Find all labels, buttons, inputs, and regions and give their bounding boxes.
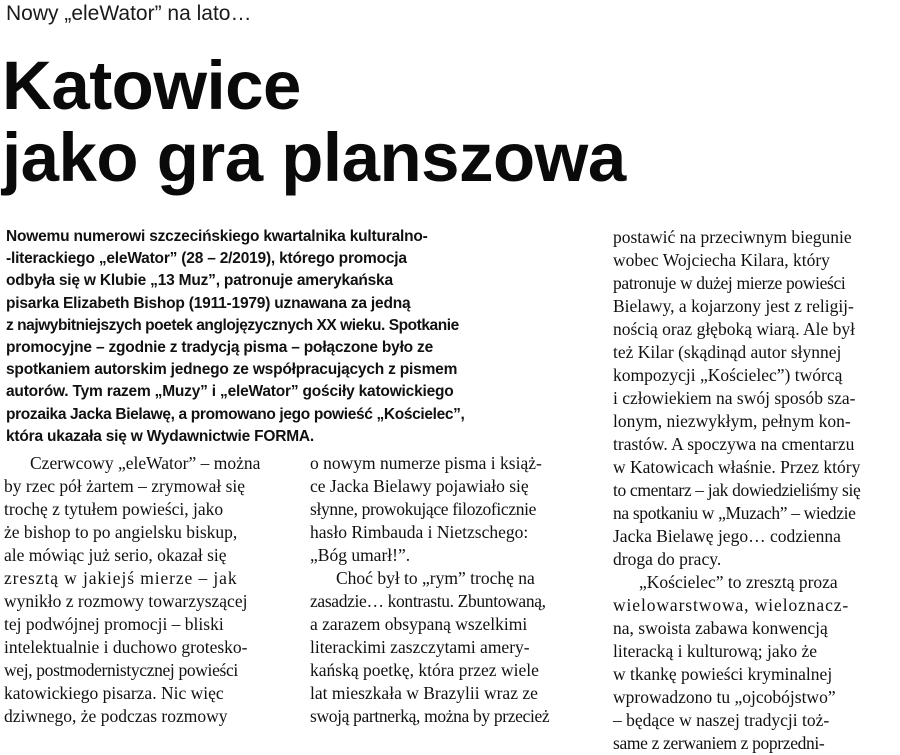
lead-line: autorów. Tym razem „Muzy” i „eleWator” gościły katowickiego (6, 383, 454, 401)
lead-line: promocyjne – zgodnie z tradycją pisma – połączone było ze (6, 339, 434, 357)
body-line: to cmentarz – jak dowiedzieliśmy się (613, 480, 861, 500)
body-line: trastów. A spoczywa na cmentarzu (613, 434, 855, 454)
body-line: kańską poetkę, która przez wiele (310, 660, 539, 680)
body-line: swoją partnerką, można by przecież (310, 706, 550, 726)
body-line: patronuje w dużej mierze powieści (613, 273, 846, 293)
lead-line: która ukazała się w Wydawnictwie FORMA. (6, 427, 315, 445)
lead-line: z najwybitniejszych poetek anglojęzycznych XX wieku. Spotkanie (6, 316, 459, 334)
body-line: słynne, prowokujące filozoficznie (310, 499, 537, 519)
article-headline (2, 47, 626, 196)
body-line: same z zerwaniem z poprzedni- (613, 733, 825, 753)
lead-line: pisarka Elizabeth Bishop (1911-1979) uznawana za jedną (6, 294, 411, 312)
body-line: katowickiego pisarza. Nic więc (4, 683, 224, 703)
article-lead (6, 226, 596, 448)
body-line: hasło Rimbauda i Nietzschego: (310, 522, 529, 542)
body-line: tej podwójnej promocji – bliski (4, 614, 224, 634)
lead-line: -literackiego „eleWator” (28 – 2/2019), którego promocja (6, 250, 407, 268)
body-line: Bielawy, a kojarzony jest z religij- (613, 296, 854, 316)
body-line: intelektualnie i duchowo grotesko- (4, 637, 248, 657)
body-line: postawić na przeciwnym biegunie (613, 227, 852, 247)
body-line: w Katowicach właśnie. Przez który (613, 457, 861, 477)
body-line: „Kościelec” to zresztą proza (639, 572, 838, 592)
body-line: na, swoista zabawa konwencją (613, 618, 828, 638)
body-line: wobec Wojciecha Kilara, który (613, 250, 830, 270)
body-line: trochę z tytułem powieści, jako (4, 499, 224, 519)
body-line: literackimi zaszczytami amery- (310, 637, 530, 657)
body-line: nością oraz głęboką wiarą. Ale był (613, 319, 855, 339)
body-line: o nowym numerze pisma i książ- (310, 453, 542, 473)
body-line: ale mówiąc już serio, okazał się (4, 545, 227, 565)
body-line: kompozycji „Kościelec”) twórcą (613, 365, 843, 385)
body-column-3 (613, 226, 899, 755)
body-line: wynikło z rozmowy towarzyszącej (4, 591, 248, 611)
body-column-2 (310, 452, 602, 728)
body-line: w tkankę powieści kryminalnej (613, 664, 833, 684)
lead-line: spotkaniem autorskim jednego ze współpracujących z pismem (6, 361, 458, 379)
lead-line: odbyła się w Klubie „13 Muz”, patronuje amerykańska (6, 272, 393, 290)
body-line: zresztą w jakiejś mierze – jak (4, 568, 238, 588)
body-line: że bishop to po angielsku biskup, (4, 522, 238, 542)
body-line: by rzec pół żartem – zrymował się (4, 476, 246, 496)
body-line: wej, postmodernistycznej powieści (4, 660, 238, 680)
body-line: na spotkaniu w „Muzach” – wiedzie (613, 503, 856, 523)
body-column-1 (4, 452, 294, 728)
body-line: – będące w naszej tradycji toż- (613, 710, 830, 730)
headline-line: jako gra planszowa (2, 119, 626, 196)
body-line: a zarazem obsypaną wszelkimi (310, 614, 528, 634)
body-line: też Kilar (skądinąd autor słynnej (613, 342, 842, 362)
body-line: lat mieszkała w Brazylii wraz ze (310, 683, 538, 703)
body-line: dziwnego, że podczas rozmowy (4, 706, 228, 726)
body-line: Choć był to „rym” trochę na (336, 568, 535, 588)
body-line: lonym, niezwykłym, pełnym kon- (613, 411, 851, 431)
body-line: Czerwcowy „eleWator” – można (30, 453, 261, 473)
body-line: i człowiekiem na swój sposób sza- (613, 388, 856, 408)
body-line: droga do pracy. (613, 549, 722, 569)
body-line: wielowarstwowa, wieloznacz- (613, 595, 850, 615)
body-line: „Bóg umarł!”. (310, 545, 411, 565)
lead-line: prozaika Jacka Bielawę, a promowano jego powieść „Kościelec”, (6, 405, 465, 423)
body-line: literacką i kulturową; jako że (613, 641, 818, 661)
body-line: wprowadzono tu „ojcobójstwo” (613, 687, 836, 707)
body-line: ce Jacka Bielawy pojawiało się (310, 476, 529, 496)
headline-line: Katowice (2, 47, 301, 124)
lead-line: Nowemu numerowi szczecińskiego kwartalnika kulturalno- (6, 228, 428, 245)
article-kicker: Nowy „eleWator” na lato… (6, 2, 252, 25)
body-line: zasadzie… kontrastu. Zbuntowaną, (310, 591, 546, 611)
body-line: Jacka Bielawę jego… codzienna (613, 526, 841, 546)
